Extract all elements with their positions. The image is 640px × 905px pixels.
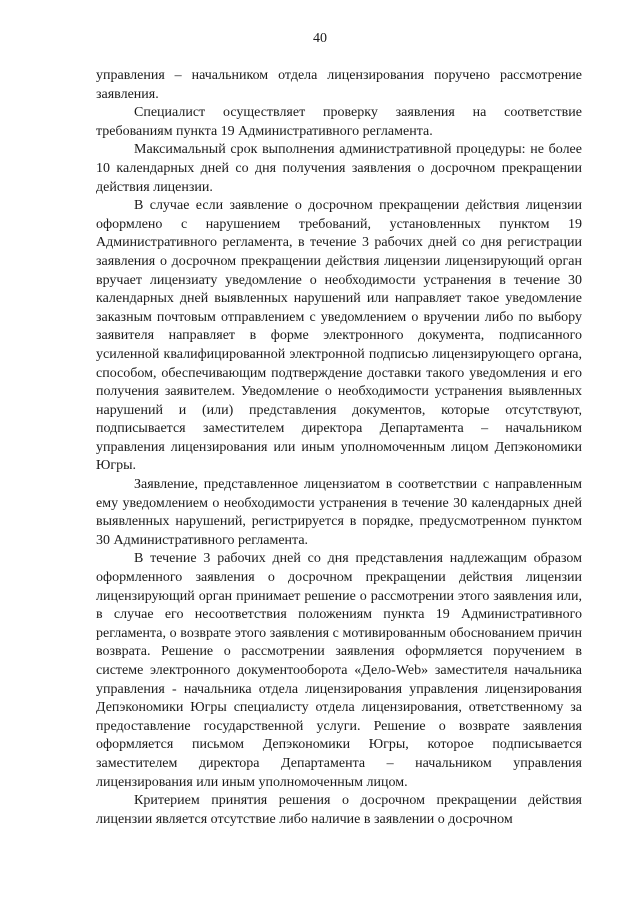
- paragraph-resubmitted-application: Заявление, представленное лицензиатом в соответствии с направленным ему уведомлением о необходимости устранения в течение 30 календарных дней выявленных нарушений, регистрируется в порядке, предусмотренном пунктом 30 Административного регламента.: [96, 477, 582, 548]
- document-body: [96, 67, 582, 829]
- paragraph-violation-notice: В случае если заявление о досрочном прекращении действия лицензии оформлено с нарушением требований, установленных пунктом 19 Административного регламента, в течение 3 рабочих дней со дня регистрации заявления о досрочном прекращении действия лицензии лицензирующий орган вручает лицензиату уведомление о необходимости устранения в течение 30 календарных дней выявленных нарушений или направляет такое уведомление заказным почтовым отправлением с уведомлением о вручении либо по выбору заявителя направляет в форме электронного документа, подписанного усиленной квалифицированной электронной подписью лицензирующего органа, способом, обеспечивающим подтверждение доставки такого уведомления и его получения заявителем. Уведомление о необходимости устранения выявленных нарушений и (или) представления документов, которые отсутствуют, подписывается заместителем директора Департамента – начальником управления лицензирования или иным уполномоченным лицом Депэкономики Югры.: [96, 198, 582, 474]
- paragraph-verification: Специалист осуществляет проверку заявления на соответствие требованиям пункта 19 Административного регламента.: [96, 105, 582, 139]
- paragraph-decision: В течение 3 рабочих дней со дня представления надлежащим образом оформленного заявления о досрочном прекращении действия лицензии лицензирующий орган принимает решение о рассмотрении этого заявления или, в случае его несоответствия положениям пункта 19 Административного регламента, о возврате этого заявления с мотивированным обоснованием причин возврата. Решение о рассмотрении заявления оформляется поручением в системе электронного документооборота «Дело-Web» заместителя начальника управления - начальника отдела лицензирования управления лицензирования Депэкономики Югры специалисту отдела лицензирования, ответственному за предоставление государственной услуги. Решение о возврате заявления оформляется письмом Депэкономики Югры, которое подписывается заместителем директора Департамента – начальником управления лицензирования или иным уполномоченным лицом.: [96, 551, 582, 790]
- paragraph-continuation: управления – начальником отдела лицензирования поручено рассмотрение заявления.: [96, 68, 582, 102]
- paragraph-max-duration: Максимальный срок выполнения административной процедуры: не более 10 календарных дней со дня получения заявления о досрочном прекращении действия лицензии.: [96, 142, 582, 195]
- page-number: 40: [313, 31, 327, 46]
- paragraph-decision-criterion: Критерием принятия решения о досрочном прекращении действия лицензии является отсутствие либо наличие в заявлении о досрочном: [96, 793, 582, 827]
